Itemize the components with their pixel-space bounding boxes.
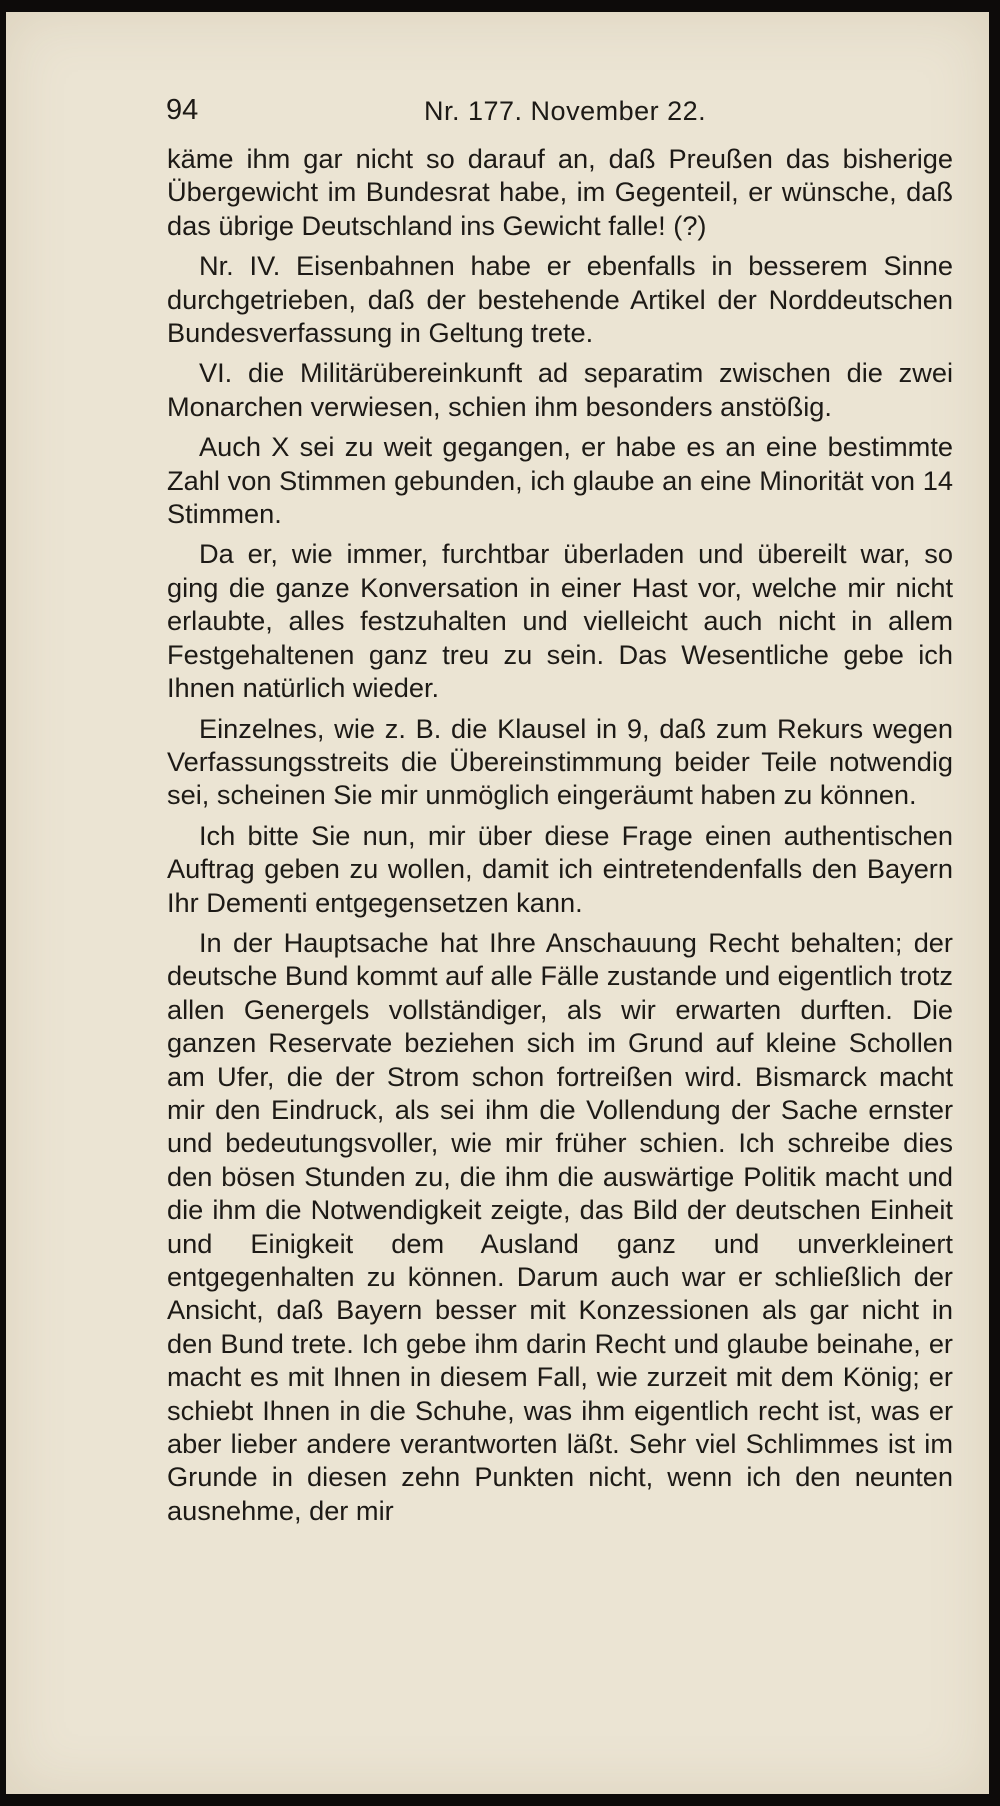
paragraph: käme ihm gar nicht so darauf an, daß Preußen das bisherige Übergewicht im Bundesrat habe, im Gegenteil, er wünsche, daß das übrige Deutschland ins Gewicht falle! (?) bbox=[167, 143, 953, 241]
paragraph: Auch X sei zu weit gegangen, er habe es an eine bestimmte Zahl von Stimmen gebunden, ich glaube an eine Minorität von 14 Stimmen. bbox=[167, 431, 953, 530]
paragraph: Da er, wie immer, furchtbar überladen und übereilt war, so ging die ganze Konversation in einer Hast vor, welche mir nicht erlaubte, alles festzuhalten und vielleicht auch nicht in allem Festgehaltenen ganz treu zu sein. Das Wesentliche gebe ich Ihnen natürlich wieder. bbox=[167, 538, 953, 704]
page-number: 94 bbox=[166, 94, 199, 126]
paragraph: VI. die Militärübereinkunft ad separatim zwischen die zwei Monarchen verwiesen, schien ihm besonders anstößig. bbox=[167, 357, 953, 422]
paragraph: Einzelnes, wie z. B. die Klausel in 9, daß zum Rekurs wegen Verfassungsstreits die Übereinstimmung beider Teile notwendig sei, scheinen Sie mir unmöglich eingeräumt haben zu können. bbox=[167, 712, 953, 811]
paragraph: Nr. IV. Eisenbahnen habe er ebenfalls in besserem Sinne durchgetrieben, daß der bestehende Artikel der Norddeutschen Bundesverfassung in Geltung trete. bbox=[167, 250, 953, 349]
paragraph: Ich bitte Sie nun, mir über diese Frage einen authentischen Auftrag geben zu wollen, damit ich eintretendenfalls den Bayern Ihr Dementi entgegensetzen kann. bbox=[167, 819, 953, 918]
page-header bbox=[166, 84, 966, 128]
body-text bbox=[167, 142, 953, 1534]
running-head: Nr. 177. November 22. bbox=[424, 96, 707, 126]
paragraph: In der Hauptsache hat Ihre Anschauung Recht behalten; der deutsche Bund kommt auf alle Fälle zustande und eigentlich trotz allen Genergels vollständiger, als wir erwarten durften. Die ganzen Reservate beziehen sich im Grund auf kleine Schollen am Ufer, die der Strom schon fortreißen wird. Bismarck macht mir den Eindruck, als sei ihm die Vollendung der Sache ernster und bedeutungsvoller, wie mir früher schien. Ich schreibe dies den bösen Stunden zu, die ihm die auswärtige Politik macht und die ihm die Notwendigkeit zeigte, das Bild der deutschen Einheit und Einigkeit dem Ausland ganz und unverkleinert entgegenhalten zu können. Darum auch war er schließlich der Ansicht, daß Bayern besser mit Konzessionen als gar nicht in den Bund trete. Ich gebe ihm darin Recht und glaube beinahe, er macht es mit Ihnen in diesem Fall, wie zurzeit mit dem König; er schiebt Ihnen in die Schuhe, was ihm eigentlich recht ist, was er aber lieber andere verantworten läßt. Sehr viel Schlimmes ist im Grunde in diesen zehn Punkten nicht, wenn ich den neunten ausnehme, der mir bbox=[167, 926, 953, 1526]
